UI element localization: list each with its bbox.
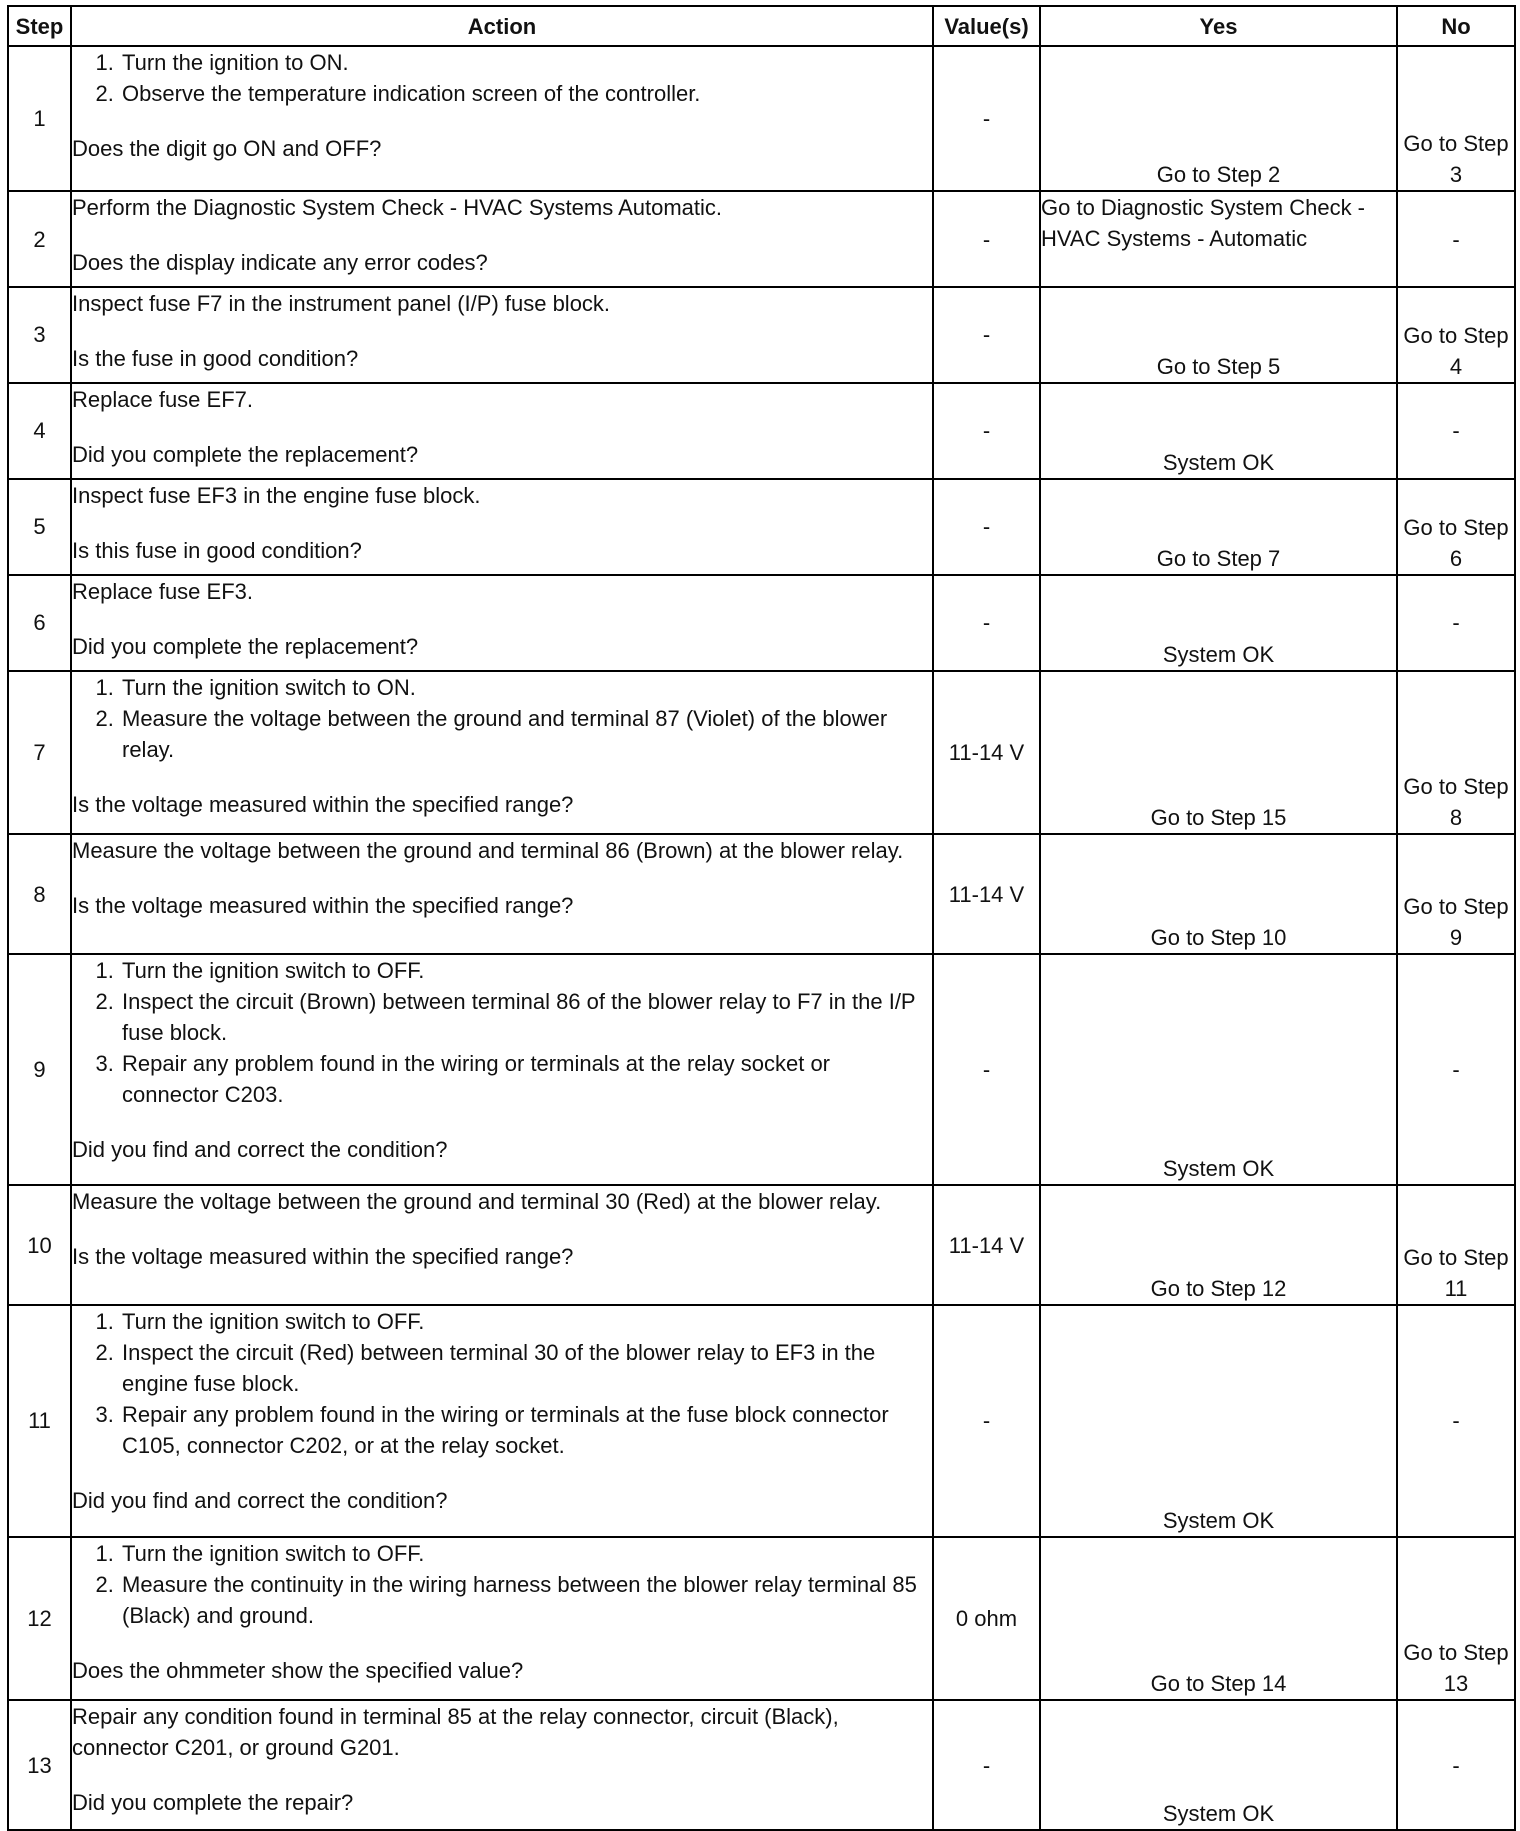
yes-cell: Go to Step 5 [1040, 287, 1397, 383]
action-step-item: 3. Repair any problem found in the wiring or terminals at the fuse block connector C105, connector C202, or at the relay socket. [120, 1399, 932, 1461]
step-number: 4 [8, 383, 71, 479]
value-cell: - [933, 954, 1040, 1185]
yes-cell: Go to Diagnostic System Check - HVAC Systems - Automatic [1040, 191, 1397, 287]
yes-cell: Go to Step 10 [1040, 834, 1397, 954]
no-cell: Go to Step 13 [1397, 1537, 1515, 1701]
yes-cell: Go to Step 12 [1040, 1185, 1397, 1305]
table-row [8, 46, 1515, 191]
action-instruction: Perform the Diagnostic System Check - HVAC Systems Automatic. [72, 195, 723, 221]
action-step-item: 1. Turn the ignition to ON. [120, 47, 932, 78]
step-number: 11 [8, 1305, 71, 1536]
action-cell [71, 575, 933, 671]
action-steps-list [72, 47, 932, 109]
yes-cell: Go to Step 7 [1040, 479, 1397, 575]
action-question: Did you find and correct the condition? [72, 1488, 448, 1514]
step-number: 1 [8, 46, 71, 191]
no-cell: Go to Step 6 [1397, 479, 1515, 575]
action-step-item: 2. Inspect the circuit (Red) between terminal 30 of the blower relay to EF3 in the engine fuse block. [120, 1337, 932, 1399]
yes-cell: System OK [1040, 1700, 1397, 1830]
action-step-item: 2. Measure the continuity in the wiring harness between the blower relay terminal 85 (Black) and ground. [120, 1569, 932, 1631]
step-number: 6 [8, 575, 71, 671]
no-cell: Go to Step 11 [1397, 1185, 1515, 1305]
action-cell [71, 671, 933, 835]
step-number: 2 [8, 191, 71, 287]
table-row [8, 479, 1515, 575]
action-instruction: Replace fuse EF7. [72, 386, 253, 412]
value-cell: - [933, 287, 1040, 383]
action-question: Is the fuse in good condition? [72, 345, 359, 371]
value-cell: 11-14 V [933, 834, 1040, 954]
value-cell: 11-14 V [933, 671, 1040, 835]
step-number: 13 [8, 1700, 71, 1830]
action-steps-list [72, 672, 932, 765]
value-cell: - [933, 1305, 1040, 1536]
yes-cell: System OK [1040, 954, 1397, 1185]
yes-cell: System OK [1040, 383, 1397, 479]
no-cell: - [1397, 1305, 1515, 1536]
no-cell: - [1397, 383, 1515, 479]
action-cell [71, 1700, 933, 1830]
table-row [8, 834, 1515, 954]
value-cell: 11-14 V [933, 1185, 1040, 1305]
header-value: Value(s) [933, 6, 1040, 46]
action-question: Does the ohmmeter show the specified value? [72, 1657, 524, 1683]
step-number: 9 [8, 954, 71, 1185]
action-cell [71, 1537, 933, 1701]
action-cell [71, 287, 933, 383]
action-step-item: 1. Turn the ignition switch to OFF. [120, 955, 932, 986]
action-question: Does the display indicate any error codes? [72, 250, 488, 276]
action-question: Did you complete the replacement? [72, 441, 419, 467]
action-step-item: 2. Measure the voltage between the ground and terminal 87 (Violet) of the blower relay. [120, 703, 932, 765]
table-row [8, 671, 1515, 835]
table-row [8, 383, 1515, 479]
header-step: Step [8, 6, 71, 46]
action-question: Does the digit go ON and OFF? [72, 136, 382, 161]
action-question: Is the voltage measured within the specified range? [72, 1244, 574, 1270]
action-cell [71, 46, 933, 191]
header-yes: Yes [1040, 6, 1397, 46]
action-step-item: 3. Repair any problem found in the wiring or terminals at the relay socket or connector C203. [120, 1048, 932, 1110]
action-instruction: Repair any condition found in terminal 85 at the relay connector, circuit (Black), connector C201, or ground G201. [72, 1704, 839, 1761]
action-cell [71, 954, 933, 1185]
header-action: Action [71, 6, 933, 46]
action-step-item: 1. Turn the ignition switch to OFF. [120, 1306, 932, 1337]
action-cell [71, 1305, 933, 1536]
value-cell: - [933, 191, 1040, 287]
action-question: Did you find and correct the condition? [72, 1137, 448, 1163]
no-cell: - [1397, 1700, 1515, 1830]
no-cell: - [1397, 575, 1515, 671]
action-question: Is the voltage measured within the specified range? [72, 791, 574, 817]
table-row [8, 954, 1515, 1185]
no-cell: Go to Step 8 [1397, 671, 1515, 835]
table-row [8, 1185, 1515, 1305]
action-instruction: Inspect fuse F7 in the instrument panel (I/P) fuse block. [72, 290, 611, 316]
action-instruction: Measure the voltage between the ground and terminal 30 (Red) at the blower relay. [72, 1189, 882, 1215]
action-cell [71, 1185, 933, 1305]
action-cell [71, 479, 933, 575]
yes-cell: Go to Step 14 [1040, 1537, 1397, 1701]
action-steps-list [72, 1306, 932, 1461]
action-question: Is the voltage measured within the specified range? [72, 893, 574, 919]
table-row [8, 287, 1515, 383]
value-cell: - [933, 1700, 1040, 1830]
yes-cell: System OK [1040, 575, 1397, 671]
action-instruction: Measure the voltage between the ground and terminal 86 (Brown) at the blower relay. [72, 838, 904, 864]
step-number: 7 [8, 671, 71, 835]
action-instruction: Inspect fuse EF3 in the engine fuse block. [72, 482, 481, 508]
table-row [8, 1537, 1515, 1701]
action-question: Is this fuse in good condition? [72, 537, 362, 563]
action-question: Did you complete the replacement? [72, 633, 419, 659]
table-body [8, 46, 1515, 1830]
table-row [8, 191, 1515, 287]
action-question: Did you complete the repair? [72, 1790, 354, 1816]
no-cell: - [1397, 954, 1515, 1185]
action-step-item: 1. Turn the ignition switch to OFF. [120, 1538, 932, 1569]
action-step-item: 2. Observe the temperature indication screen of the controller. [120, 78, 932, 109]
action-steps-list [72, 955, 932, 1110]
value-cell: - [933, 46, 1040, 191]
table-row [8, 1305, 1515, 1536]
step-number: 12 [8, 1537, 71, 1701]
diagnostic-table [7, 5, 1516, 1831]
value-cell: - [933, 575, 1040, 671]
table-row [8, 1700, 1515, 1830]
step-number: 8 [8, 834, 71, 954]
yes-cell: Go to Step 15 [1040, 671, 1397, 835]
action-instruction: Replace fuse EF3. [72, 578, 253, 604]
header-no: No [1397, 6, 1515, 46]
action-step-item: 2. Inspect the circuit (Brown) between terminal 86 of the blower relay to F7 in the I/P fuse block. [120, 986, 932, 1048]
action-steps-list [72, 1538, 932, 1631]
no-cell: Go to Step 3 [1397, 46, 1515, 191]
value-cell: - [933, 479, 1040, 575]
step-number: 10 [8, 1185, 71, 1305]
yes-cell: Go to Step 2 [1040, 46, 1397, 191]
no-cell: Go to Step 4 [1397, 287, 1515, 383]
value-cell: 0 ohm [933, 1537, 1040, 1701]
header-row [8, 6, 1515, 46]
action-step-item: 1. Turn the ignition switch to ON. [120, 672, 932, 703]
action-cell [71, 383, 933, 479]
no-cell: Go to Step 9 [1397, 834, 1515, 954]
step-number: 3 [8, 287, 71, 383]
table-row [8, 575, 1515, 671]
action-cell [71, 191, 933, 287]
no-cell: - [1397, 191, 1515, 287]
value-cell: - [933, 383, 1040, 479]
yes-cell: System OK [1040, 1305, 1397, 1536]
action-cell [71, 834, 933, 954]
step-number: 5 [8, 479, 71, 575]
